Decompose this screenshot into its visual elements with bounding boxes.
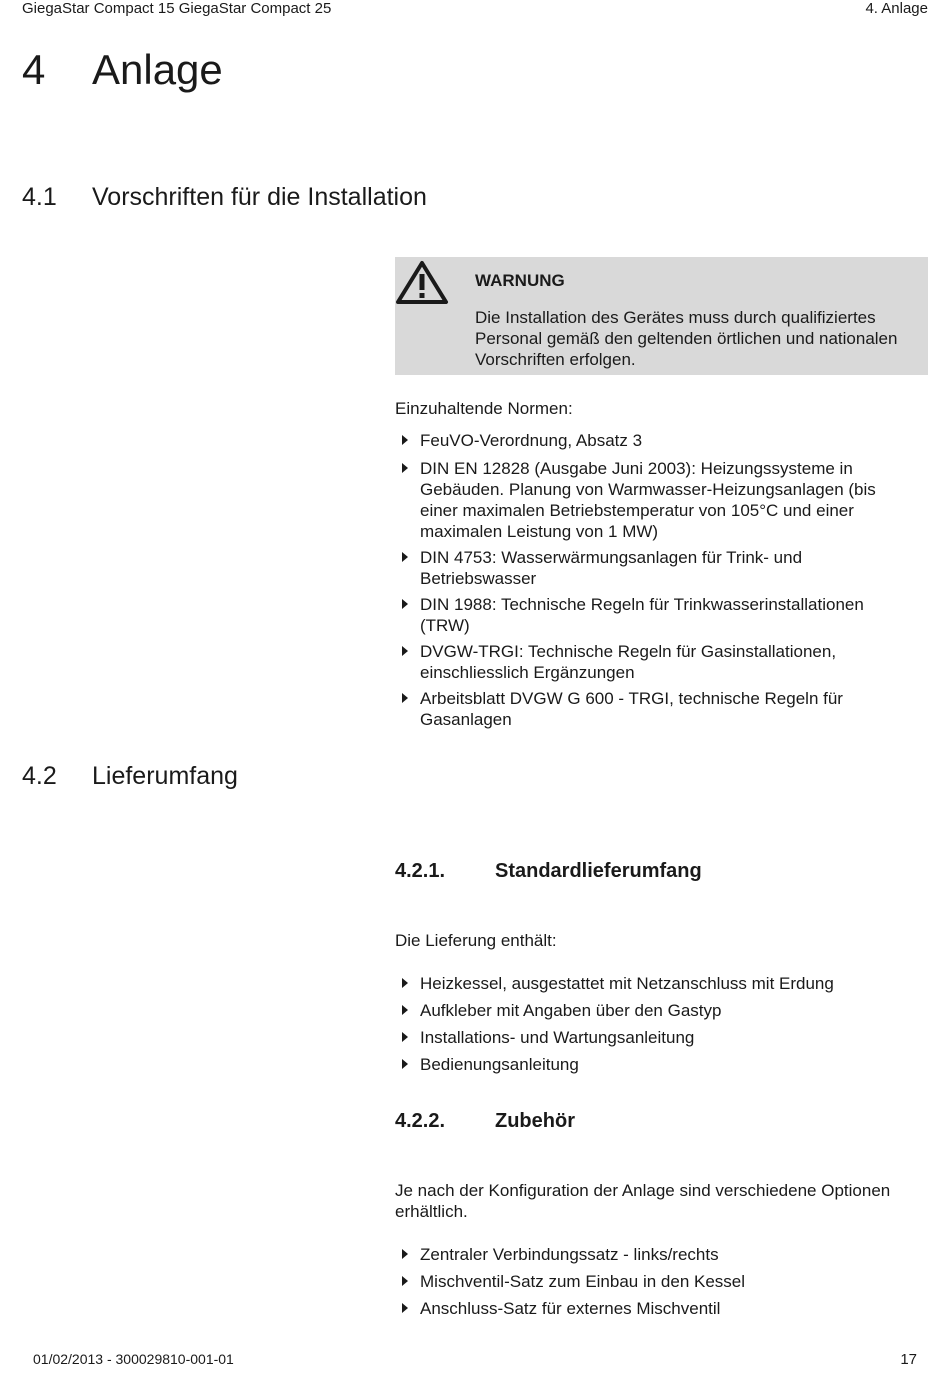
running-header-right: 4. Anlage — [865, 0, 928, 17]
subsection-title: Standardlieferumfang — [495, 860, 702, 882]
section-number: 4.1 — [22, 183, 57, 211]
accessories-intro: Je nach der Konfiguration der Anlage sind verschiedene Optionen erhältlich. — [395, 1181, 891, 1221]
bullet-arrow-icon — [402, 1059, 408, 1069]
list-item: Bedienungsanleitung — [395, 1054, 915, 1075]
delivery-intro: Die Lieferung enthält: — [395, 931, 557, 950]
bullet-arrow-icon — [402, 463, 408, 473]
bullet-arrow-icon — [402, 1303, 408, 1313]
list-item: FeuVO-Verordnung, Absatz 3 — [395, 430, 915, 451]
list-item: DVGW-TRGI: Technische Regeln für Gasinstallationen, einschliesslich Ergänzungen — [395, 641, 915, 683]
subsection-heading-4-2-1 — [395, 860, 702, 883]
list-item: Mischventil-Satz zum Einbau in den Kessel — [395, 1271, 915, 1292]
warning-box — [395, 257, 928, 375]
list-item: Heizkessel, ausgestattet mit Netzanschluss mit Erdung — [395, 973, 915, 994]
bullet-arrow-icon — [402, 435, 408, 445]
delivery-list — [395, 973, 915, 1075]
list-item: Zentraler Verbindungssatz - links/rechts — [395, 1244, 915, 1265]
list-item: Anschluss-Satz für externes Mischventil — [395, 1298, 915, 1319]
section-title: Vorschriften für die Installation — [92, 183, 427, 211]
list-item: DIN EN 12828 (Ausgabe Juni 2003): Heizungssysteme in Gebäuden. Planung von Warmwasser-Heizungsanlagen (bis einer maximalen Betriebstemperatur von 105°C und einer maximalen Leistung von 1 MW) — [395, 458, 915, 542]
accessories-list — [395, 1244, 915, 1319]
list-item: DIN 1988: Technische Regeln für Trinkwasserinstallationen (TRW) — [395, 594, 915, 636]
chapter-number: 4 — [22, 46, 46, 93]
subsection-number: 4.2.2. — [395, 1110, 446, 1132]
list-item: Installations- und Wartungsanleitung — [395, 1027, 915, 1048]
warning-triangle-icon — [395, 259, 449, 305]
page-number: 17 — [900, 1351, 917, 1368]
bullet-arrow-icon — [402, 1005, 408, 1015]
running-header-left: GiegaStar Compact 15 GiegaStar Compact 25 — [22, 0, 332, 17]
bullet-arrow-icon — [402, 978, 408, 988]
norms-list — [395, 430, 915, 730]
norms-intro: Einzuhaltende Normen: — [395, 399, 573, 418]
section-number: 4.2 — [22, 762, 57, 790]
subsection-heading-4-2-2 — [395, 1110, 575, 1133]
bullet-arrow-icon — [402, 693, 408, 703]
bullet-arrow-icon — [402, 1249, 408, 1259]
bullet-arrow-icon — [402, 1276, 408, 1286]
bullet-arrow-icon — [402, 1032, 408, 1042]
chapter-title — [22, 46, 223, 94]
subsection-title: Zubehör — [495, 1110, 575, 1132]
bullet-arrow-icon — [402, 599, 408, 609]
list-item: Arbeitsblatt DVGW G 600 - TRGI, technische Regeln für Gasanlagen — [395, 688, 915, 730]
bullet-arrow-icon — [402, 552, 408, 562]
warning-text: Die Installation des Gerätes muss durch qualifiziertes Personal gemäß den geltenden örtlichen und nationalen Vorschriften erfolgen. — [475, 308, 898, 369]
list-item: Aufkleber mit Angaben über den Gastyp — [395, 1000, 915, 1021]
warning-title: WARNUNG — [475, 271, 565, 290]
section-heading-4-2 — [22, 762, 238, 791]
list-item: DIN 4753: Wasserwärmungsanlagen für Trink- und Betriebswasser — [395, 547, 915, 589]
section-heading-4-1 — [22, 183, 427, 212]
section-title: Lieferumfang — [92, 762, 238, 790]
subsection-number: 4.2.1. — [395, 860, 446, 882]
bullet-arrow-icon — [402, 646, 408, 656]
chapter-title-text: Anlage — [92, 46, 223, 93]
footer-document-id: 01/02/2013 - 300029810-001-01 — [33, 1351, 234, 1367]
